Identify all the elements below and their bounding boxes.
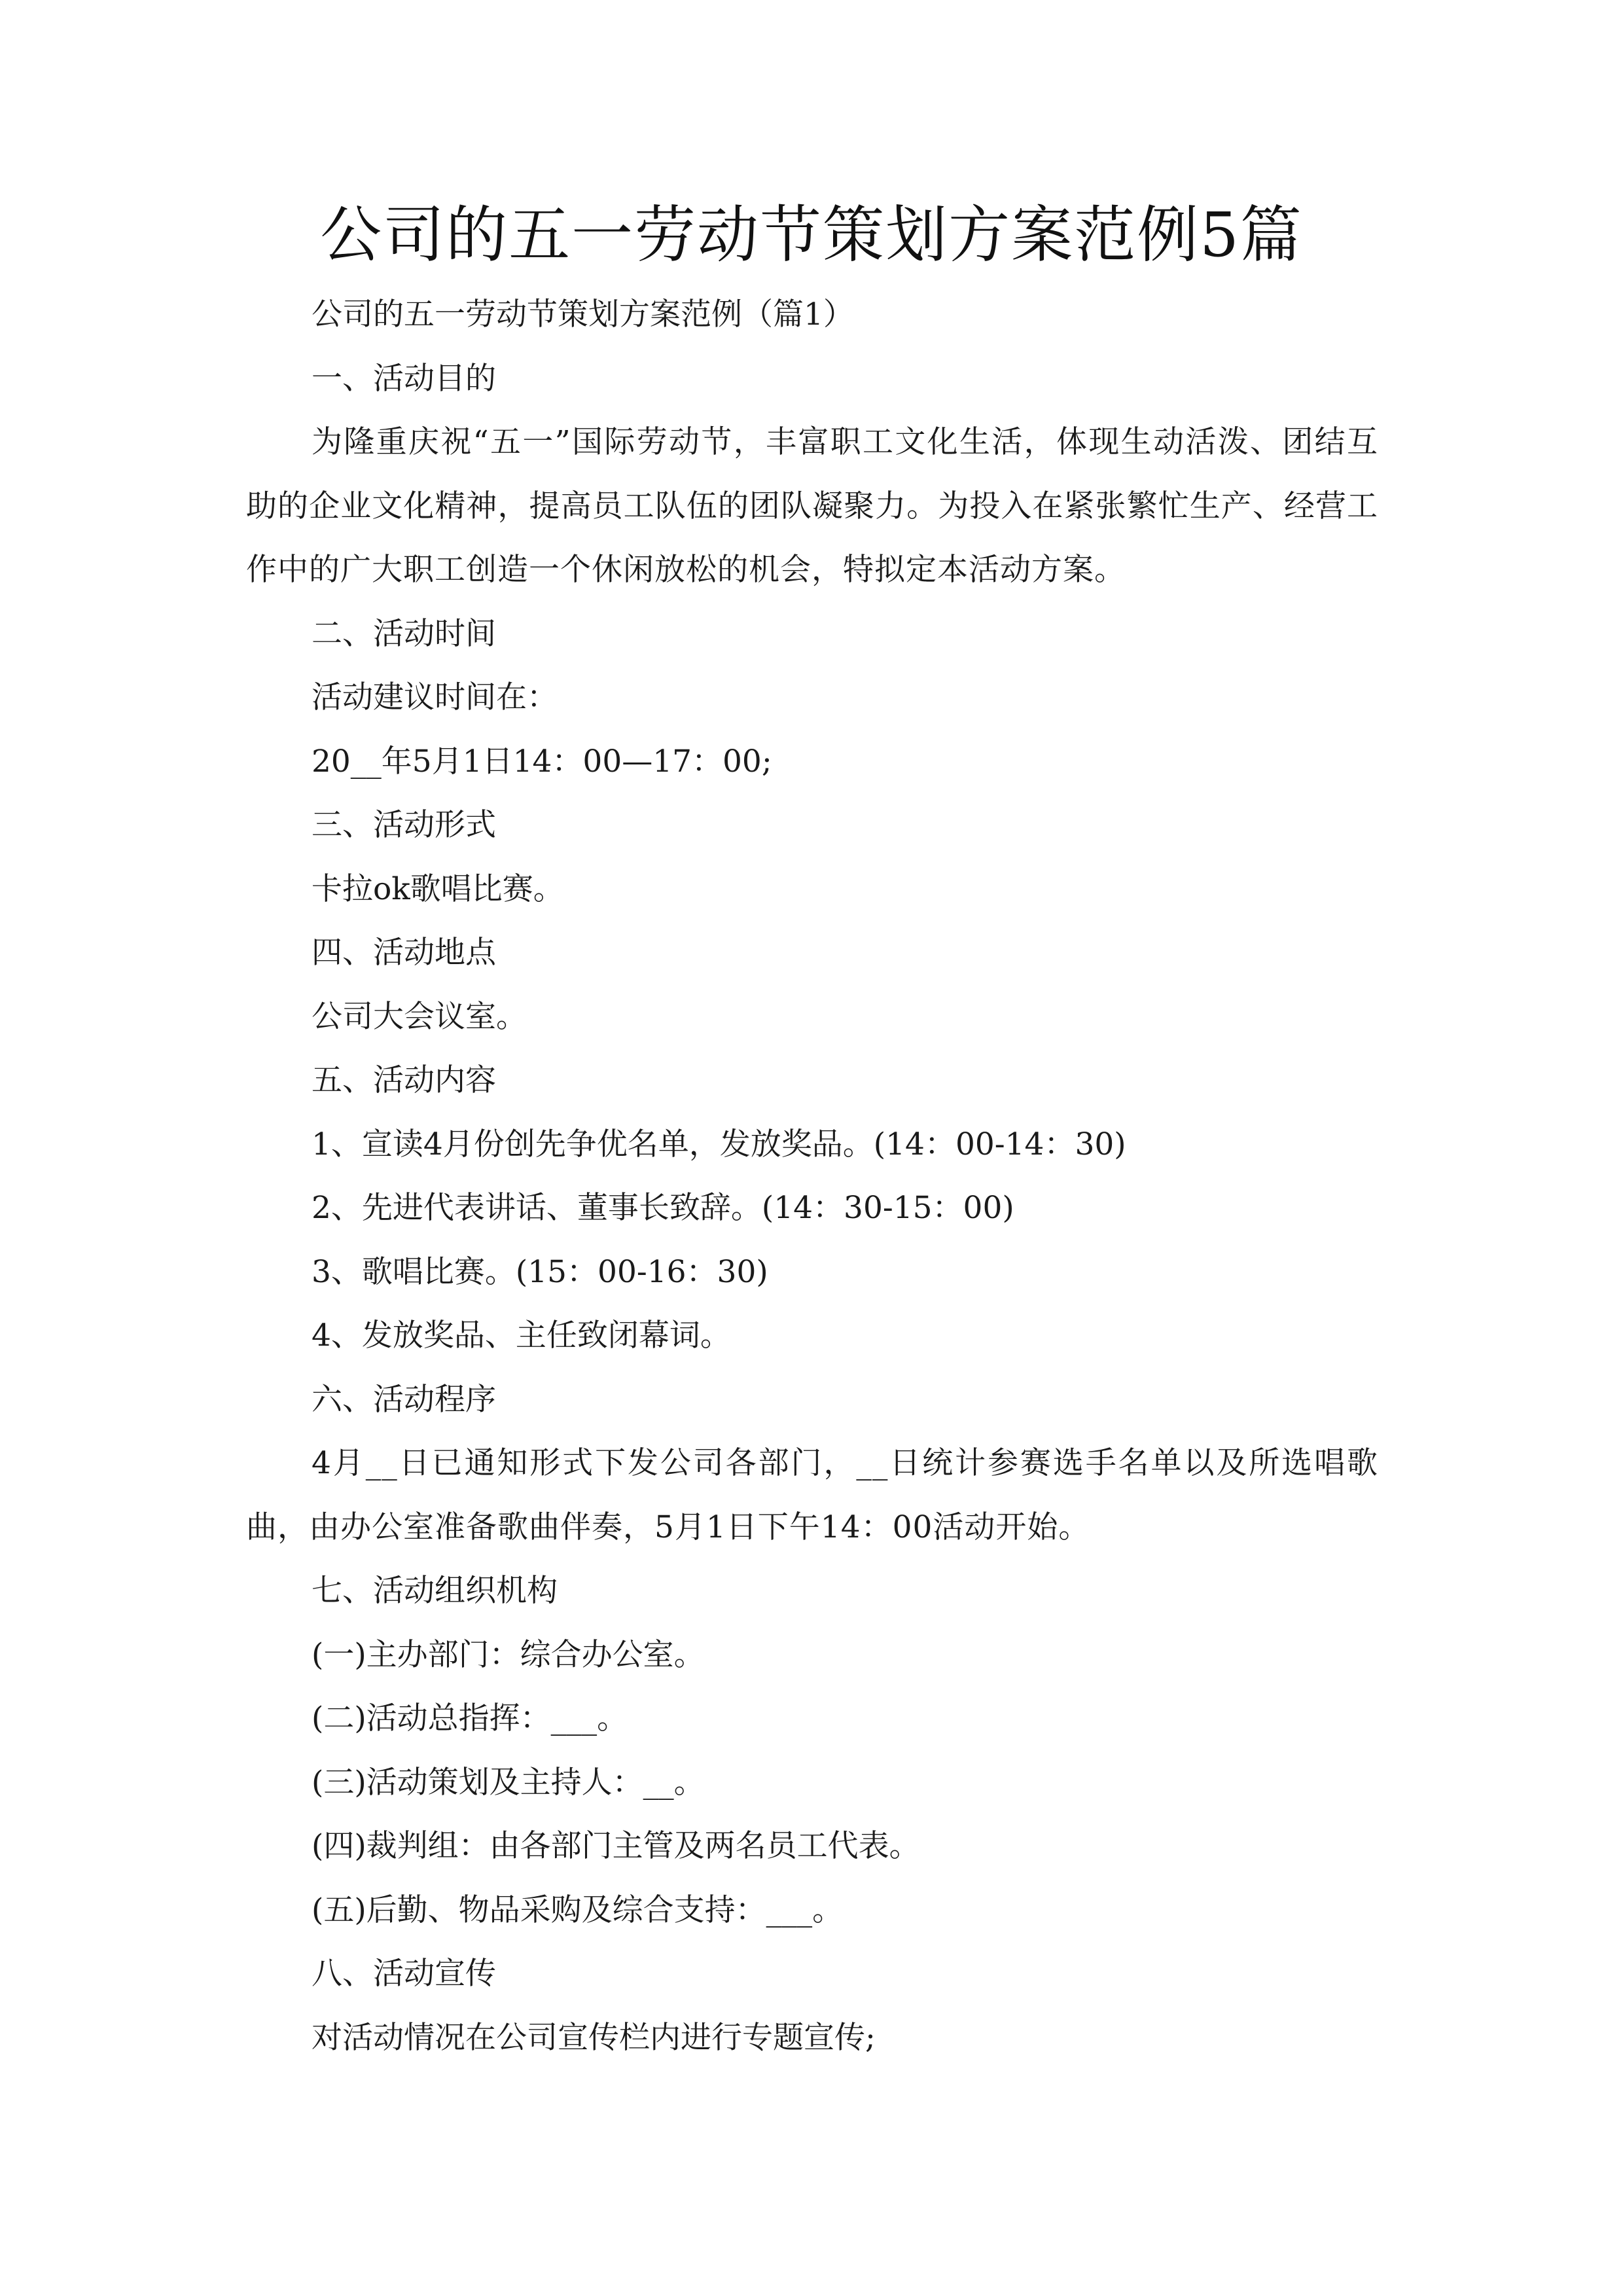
paragraph: 为隆重庆祝“五一”国际劳动节，丰富职工文化生活，体现生动活泼、团结互助的企业文化精神，提高员工队伍的团队凝聚力。为投入在紧张繁忙生产、经营工作中的广大职工创造一个休闲放松的机会，特拟定本活动方案。 [246, 424, 1378, 588]
section-heading: 五、活动内容 [312, 1062, 496, 1098]
section-heading: 三、活动形式 [312, 807, 496, 843]
list-item: (一)主办部门：综合办公室。 [312, 1636, 705, 1673]
section-heading: 七、活动组织机构 [312, 1573, 558, 1609]
text-line: 对活动情况在公司宣传栏内进行专题宣传; [312, 2019, 876, 2056]
section-heading: 一、活动目的 [312, 360, 496, 397]
list-item: (五)后勤、物品采购及综合支持：___。 [312, 1892, 844, 1928]
list-item: 3、歌唱比赛。(15：00-16：30) [312, 1253, 768, 1290]
list-item: 4、发放奖品、主任致闭幕词。 [312, 1318, 731, 1354]
paragraph: 4月__日已通知形式下发公司各部门，__日统计参赛选手名单以及所选唱歌曲，由办公室准备歌曲伴奏，5月1日下午14：00活动开始。 [246, 1445, 1378, 1545]
text-line: 20__年5月1日14：00—17：00; [312, 743, 772, 780]
list-item: (二)活动总指挥：___。 [312, 1700, 628, 1736]
section-heading: 四、活动地点 [312, 935, 496, 971]
list-item: 1、宣读4月份创先争优名单，发放奖品。(14：00-14：30) [312, 1126, 1126, 1162]
list-item: (四)裁判组：由各部门主管及两名员工代表。 [312, 1828, 920, 1864]
text-line: 公司大会议室。 [312, 998, 527, 1035]
document-title: 公司的五一劳动节策划方案范例5篇 [320, 200, 1303, 271]
section-heading: 八、活动宣传 [312, 1956, 496, 1992]
list-item: (三)活动策划及主持人：__。 [312, 1764, 705, 1801]
document-body [246, 283, 1378, 2070]
document-subtitle: 公司的五一劳动节策划方案范例（篇1） [312, 296, 854, 332]
text-line: 活动建议时间在： [312, 679, 558, 715]
text-line: 卡拉ok歌唱比赛。 [312, 870, 564, 907]
section-heading: 六、活动程序 [312, 1381, 496, 1418]
list-item: 2、先进代表讲话、董事长致辞。(14：30-15：00) [312, 1190, 1014, 1226]
section-heading: 二、活动时间 [312, 615, 496, 652]
